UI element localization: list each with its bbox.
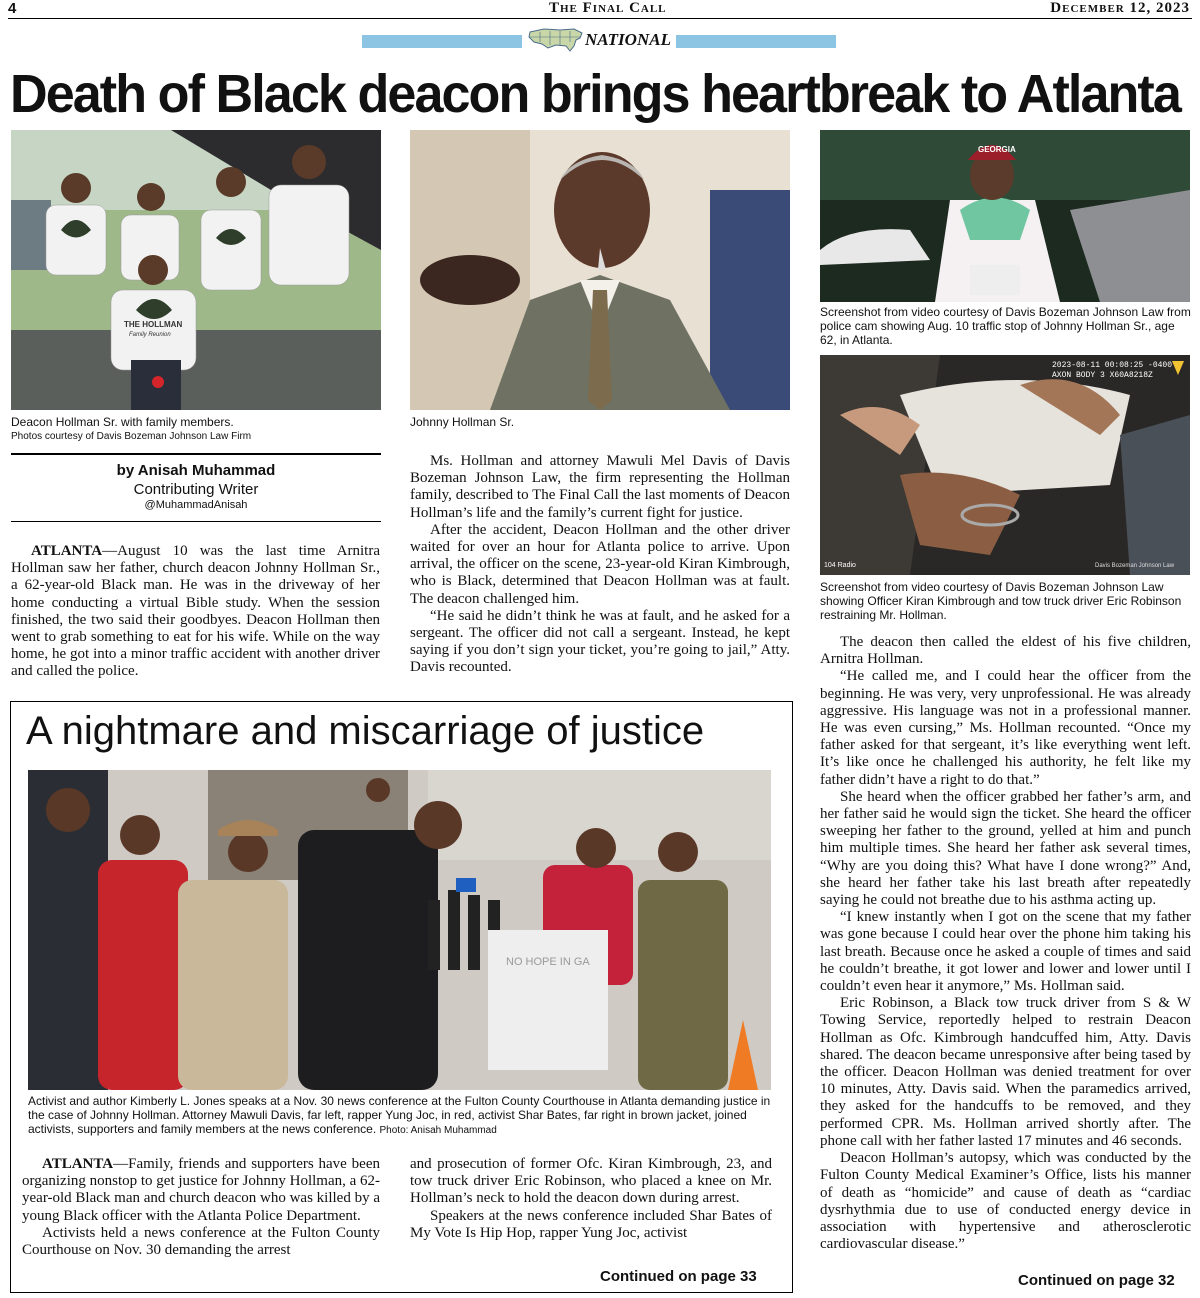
article-paragraph: After the accident, Deacon Hollman and the other driver waited for over an hour for Atlanta police to arrive. Upon arrival, the officer on the scene, 23-year-old Kiran Kimbrough, who is Black, determined that Deacon Hollman was at fault. The deacon challenged him. bbox=[410, 521, 790, 607]
article-col-1 bbox=[11, 543, 380, 681]
bodycam-photo-1 bbox=[820, 130, 1190, 302]
article-paragraph: Deacon Hollman’s autopsy, which was conducted by the Fulton County Medical Examiner’s Office, lists his manner of death as “homicide” and cause of death as “cardiac dysrhythmia due to use of conducted energy device in association with hypertensive and atherosclerotic cardiovascular disease.” bbox=[820, 1150, 1191, 1253]
bodycam2-device: AXON BODY 3 X60A8218Z bbox=[1052, 371, 1153, 380]
article-paragraph: “I knew instantly when I got on the scene that my father was gone because I could hear over the phone him taking his last breath. Because once he asked a couple of times and said he couldn’t breathe, it got lower and lower and lower until I couldn’t even hear it anymore,” Ms. Hollman said. bbox=[820, 909, 1191, 995]
article-continued: Continued on page 32 bbox=[1018, 1272, 1175, 1289]
article-paragraph: “He called me, and I could hear the officer from the beginning. He was very, very unprofessional. He was already aggressive. His language was not in a professional manner. He was even cursing,” Ms. Hollman recounted. “Once my father asked for that sergeant, it’s like everything went left. It’s like once he challenged his authority, he felt like my father didn’t have a right to do that.” bbox=[820, 668, 1191, 788]
us-map-icon bbox=[526, 24, 586, 54]
section-band-right bbox=[676, 35, 836, 48]
bodycam1-cap-text: GEORGIA bbox=[978, 145, 1016, 154]
section-band-left bbox=[362, 35, 522, 48]
conference-caption: Activist and author Kimberly L. Jones speaks at a Nov. 30 news conference at the Fulton County Courthouse in Atlanta demanding justice in the case of Johnny Hollman. Attorney Mawuli Davis, far left, rapper Yung Joc, in red, activist Shar Bates, far right in brown jacket, joined activists, supporters and family members at the news conference. Photo: Anisah Muhammad bbox=[28, 1094, 771, 1136]
portrait-caption: Johnny Hollman Sr. bbox=[410, 415, 515, 429]
article-dateline: ATLANTA bbox=[31, 543, 103, 559]
byline-title: Contributing Writer bbox=[133, 481, 259, 498]
bodycam2-caption: Screenshot from video courtesy of Davis Bozeman Johnson Law showing Officer Kiran Kimbrough and tow truck driver Eric Robinson restraining Mr. Hollman. bbox=[820, 580, 1182, 622]
headline: Death of Black deacon brings heartbreak to Atlanta bbox=[10, 64, 1180, 124]
sidebar-paragraph: Activists held a news conference at the Fulton County Courthouse on Nov. 30 demanding the arrest bbox=[22, 1224, 380, 1259]
article-col-3 bbox=[820, 634, 1191, 1253]
family-caption: Deacon Hollman Sr. with family members. bbox=[11, 415, 234, 429]
issue-date: December 12, 2023 bbox=[1050, 0, 1190, 16]
article-col-2 bbox=[410, 453, 790, 677]
sidebar-continued: Continued on page 33 bbox=[600, 1268, 757, 1285]
family-shirt-text: THE HOLLMAN bbox=[124, 320, 183, 329]
article-paragraph: “He said he didn’t think he was at fault, and he asked for a sergeant. The officer did not call a sergeant. Instead, he kept saying if you don’t sign your ticket, you’re going to jail,” Atty. Davis recounted. bbox=[410, 607, 790, 676]
header-rule bbox=[8, 18, 1192, 19]
sidebar-paragraph: ATLANTA—Family, friends and supporters have been organizing nonstop to get justice for Johnny Hollman, a 62-year-old Black man and church deacon who was killed by a young Black officer with the Atlanta Police Department. bbox=[22, 1156, 381, 1224]
conference-credit: Photo: Anisah Muhammad bbox=[379, 1125, 497, 1136]
sidebar-col-1 bbox=[22, 1156, 380, 1259]
bodycam2-watermark: Davis Bozeman Johnson Law bbox=[1095, 563, 1175, 569]
sidebar-paragraph: Speakers at the news conference included Shar Bates of My Vote Is Hip Hop, rapper Yung Joc, activist bbox=[410, 1207, 772, 1241]
article-paragraph: She heard when the officer grabbed her father’s arm, and her father said he would sign the ticket. She heard the officer sweeping her father to the ground, yelled at him and punch him multiple times. She heard her father ask several times, “Why are you doing this? What have I done wrong?” And, she heard her father take his last breath after repeatedly saying he could not breathe due to his asthma acting up. bbox=[820, 788, 1191, 909]
family-credit: Photos courtesy of Davis Bozeman Johnson Law Firm bbox=[11, 431, 252, 442]
sidebar-col-2 bbox=[410, 1156, 772, 1242]
family-photo bbox=[11, 130, 381, 410]
byline-name: by Anisah Muhammad bbox=[116, 462, 276, 479]
conference-sign-text: NO HOPE IN GA bbox=[506, 956, 590, 968]
sidebar-title: A nightmare and miscarriage of justice bbox=[26, 709, 705, 753]
page-number: 4 bbox=[8, 0, 17, 17]
byline-rule-bottom bbox=[11, 521, 381, 522]
bodycam-photo-2 bbox=[820, 355, 1190, 575]
bodycam2-timestamp: 2023-08-11 00:08:25 -0400 bbox=[1052, 361, 1173, 370]
bodycam1-caption: Screenshot from video courtesy of Davis Bozeman Johnson Law from police cam showing Aug. 10 traffic stop of Johnny Hollman Sr., age 62, in Atlanta. bbox=[820, 305, 1191, 347]
section-label: NATIONAL bbox=[585, 30, 671, 49]
byline-handle: @MuhammadAnisah bbox=[144, 499, 248, 511]
byline bbox=[11, 461, 381, 512]
bodycam2-radio: 104 Radio bbox=[824, 562, 856, 569]
article-paragraph: Ms. Hollman and attorney Mawuli Mel Davis of Davis Bozeman Johnson Law, the firm representing the Hollman family, described to The Final Call the last moments of Deacon Hollman’s life and the family’s current fight for justice. bbox=[410, 453, 790, 521]
article-paragraph: ATLANTA—August 10 was the last time Arnitra Hollman saw her father, church deacon Johnny Hollman Sr., a 62-year-old Black man. He was in the driveway of her home conducting a virtual Bible study. When the session finished, the two said their goodbyes. Deacon Hollman then went to grab something to eat for his wife. While on the way home, he got into a minor traffic accident with another driver and called the police. bbox=[11, 543, 380, 680]
family-shirt-subtext: Family Reunion bbox=[129, 332, 171, 338]
portrait-photo bbox=[410, 130, 790, 410]
sidebar-dateline: ATLANTA bbox=[42, 1156, 114, 1172]
sidebar-paragraph: and prosecution of former Ofc. Kiran Kimbrough, 23, and tow truck driver Eric Robinson, who placed a knee on Mr. Hollman’s neck to hold the deacon down during arrest. bbox=[410, 1156, 772, 1207]
publication-name: The Final Call bbox=[549, 0, 667, 16]
conference-photo bbox=[28, 770, 771, 1090]
byline-rule-top bbox=[11, 453, 381, 455]
article-paragraph: The deacon then called the eldest of his five children, Arnitra Hollman. bbox=[820, 634, 1191, 668]
article-paragraph: Eric Robinson, a Black tow truck driver from S & W Towing Service, reportedly helped to restrain Deacon Hollman as Ofc. Kimbrough handcuffed him, Atty. Davis shared. The deacon became unresponsive after being tased by the officer. Deacon Hollman was denied treatment for over 10 minutes, Atty. Davis said. When the paramedics arrived, they asked for the handcuffs to be removed, and they performed CPR. Ms. Hollman arrived shortly after. The phone call with her father lasted 17 minutes and 46 seconds. bbox=[820, 995, 1191, 1149]
